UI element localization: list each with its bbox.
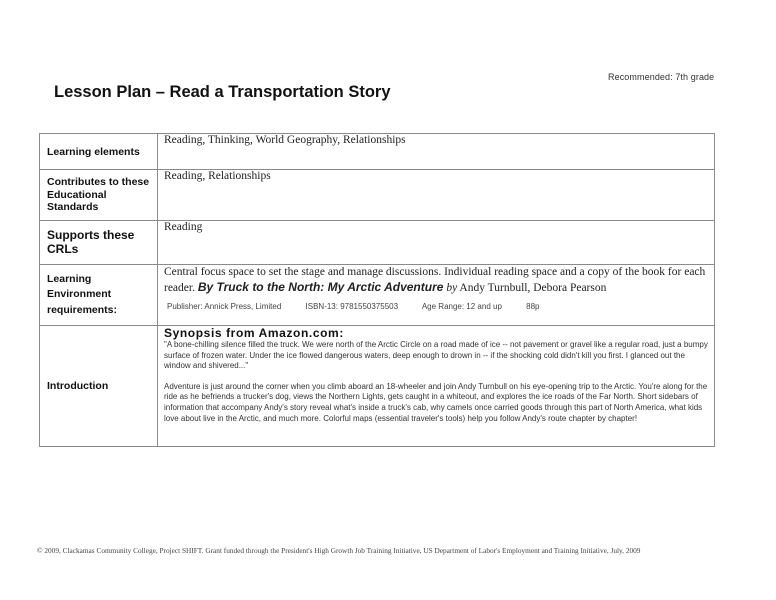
row-value: Reading, Thinking, World Geography, Relationships bbox=[158, 134, 715, 170]
synopsis-description: Adventure is just around the corner when you climb aboard an 18-wheeler and join Andy Turnbull on his eye-opening trip to the Arctic. You're along for the ride as he befriends a trucker's dog, views the Northern Lights, gets caught in a whiteout, and explores the ice roads of the Far North. Short sidebars of information that accompany Andy's story reveal what's inside a truck's cab, why camels once carried goods through this part of North America, what kids love about live in the Arctic, and much more. Colorful maps (essential traveler's tools) help you follow Andy's route chapter by chapter! bbox=[164, 381, 708, 423]
copyright-footer: © 2009, Clackamas Community College, Project SHIFT. Grant funded through the President's High Growth Job Training Initiative, US Department of Labor's Employment and Training Initiative, July, 2009 bbox=[37, 546, 641, 555]
row-label: Supports these CRLs bbox=[40, 221, 158, 265]
table-row-learning-elements bbox=[40, 134, 715, 170]
book-title: By Truck to the North: My Arctic Adventure bbox=[197, 280, 444, 294]
age-range: Age Range: 12 and up bbox=[421, 302, 502, 311]
page-count: 88p bbox=[526, 302, 540, 311]
table-row-crls bbox=[40, 221, 715, 265]
publication-info bbox=[167, 299, 708, 314]
table-row-introduction bbox=[40, 326, 715, 447]
synopsis-quote: "A bone-chilling silence filled the truck. We were north of the Arctic Circle on a road made of ice -- not pavement or gravel like a regular road, just a bumpy surface of frozen water. Under the ice flowed dangerous waters, deep enough to drown in -- if the shocking cold didn't kill you first. I glanced out the window and shivered..." bbox=[164, 340, 708, 371]
page-title: Lesson Plan – Read a Transportation Story bbox=[54, 83, 391, 101]
table-row-educational-standards bbox=[40, 170, 715, 221]
table-row-learning-environment bbox=[40, 265, 715, 326]
row-value: Reading bbox=[158, 221, 715, 265]
synopsis-heading: Synopsis from Amazon.com: bbox=[164, 326, 344, 340]
row-value bbox=[158, 326, 715, 447]
row-value bbox=[158, 265, 715, 326]
by-label: by bbox=[446, 282, 458, 294]
row-label: Learning elements bbox=[40, 134, 158, 170]
isbn: ISBN-13: 9781550375503 bbox=[305, 302, 399, 311]
recommended-grade: Recommended: 7th grade bbox=[608, 72, 715, 82]
row-label: Contributes to these Educational Standards bbox=[40, 170, 158, 221]
book-authors: Andy Turnbull, Debora Pearson bbox=[459, 282, 607, 294]
publisher: Publisher: Annick Press, Limited bbox=[167, 302, 282, 311]
lesson-plan-table bbox=[39, 133, 715, 447]
environment-description: Central focus space to set the stage and manage discussions. Individual reading space and a copy of the book for each reader. bbox=[164, 266, 706, 294]
row-label: Introduction bbox=[40, 326, 158, 447]
row-value: Reading, Relationships bbox=[158, 170, 715, 221]
row-label: Learning Environment requirements: bbox=[40, 265, 158, 326]
